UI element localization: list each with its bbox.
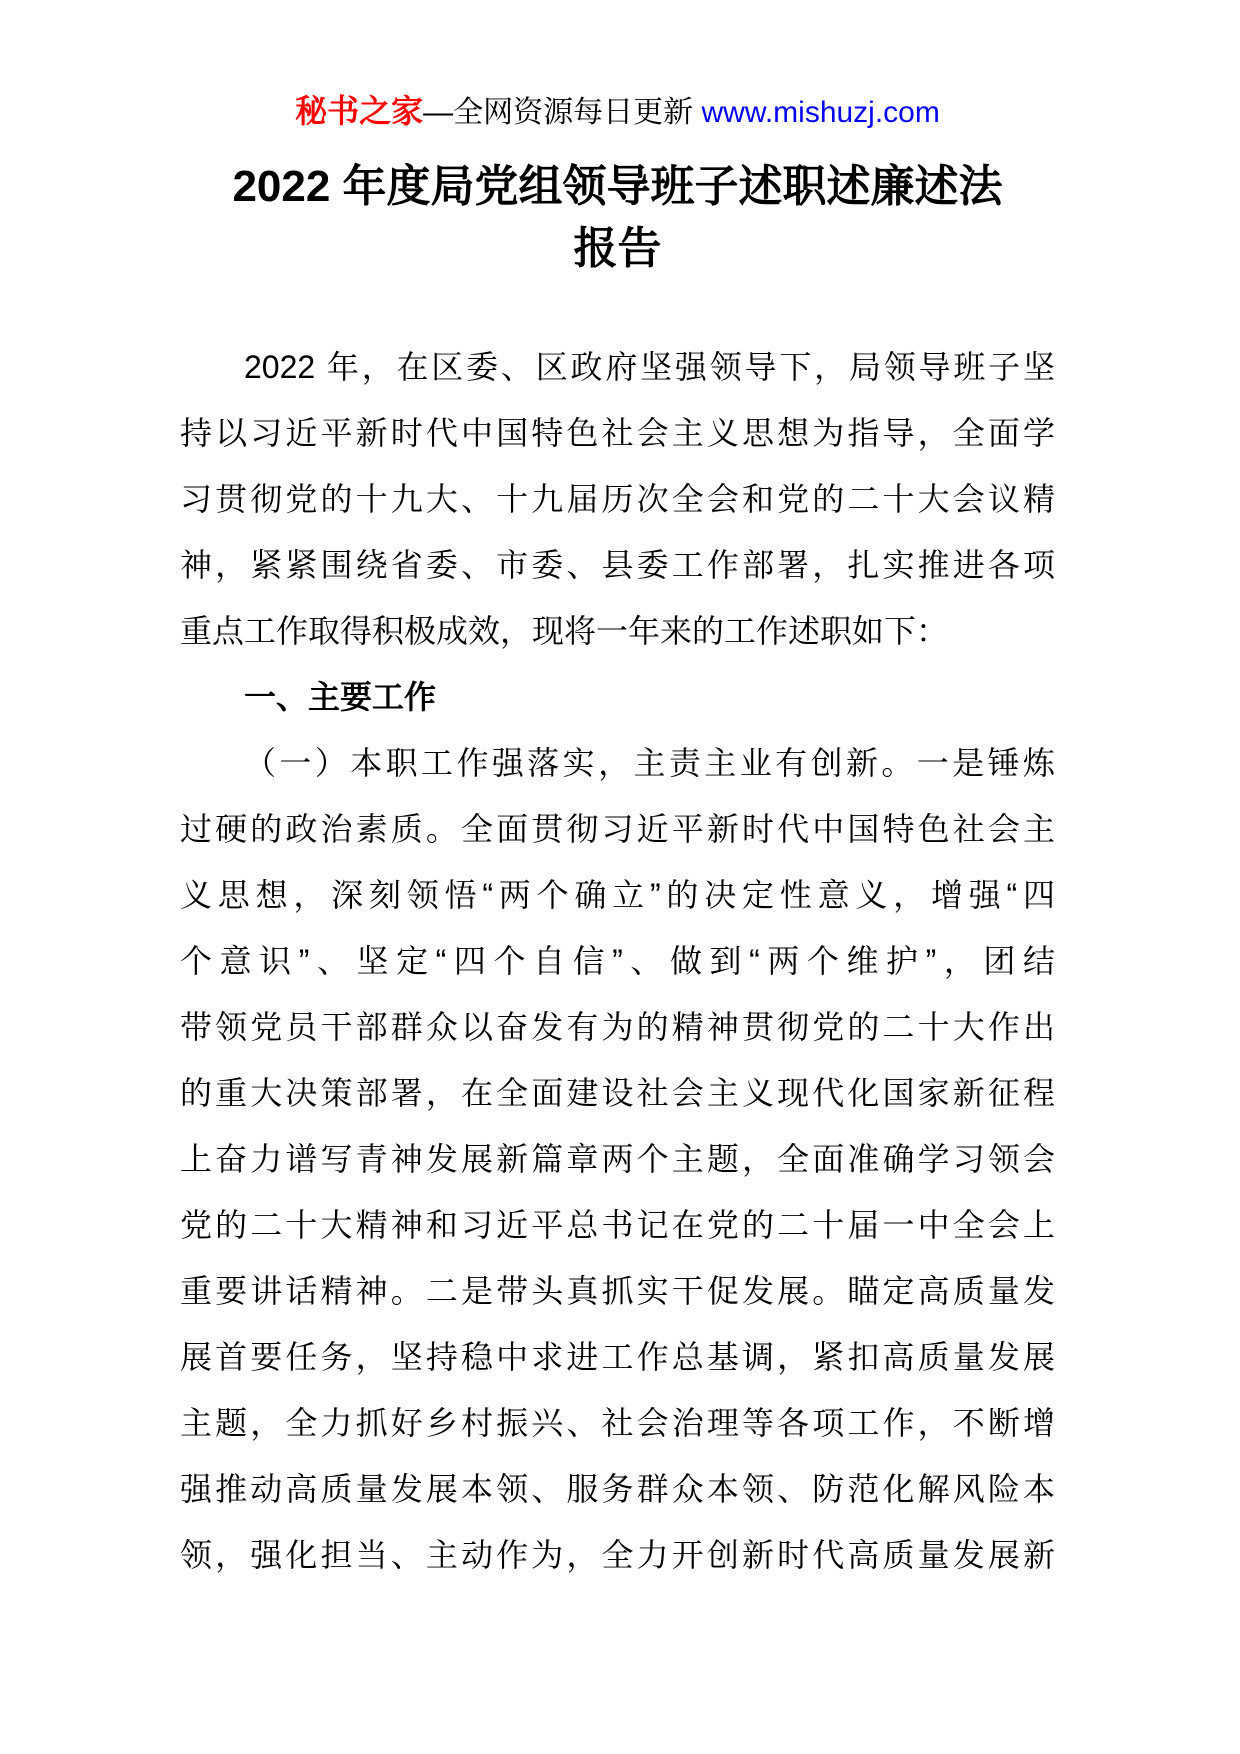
- document-title: [180, 156, 1055, 280]
- body-line: 持以习近平新时代中国特色社会主义思想为指导，全面学: [180, 415, 1055, 451]
- body-line: 重点工作取得积极成效，现将一年来的工作述职如下：: [180, 613, 949, 649]
- document-body: [180, 334, 1055, 1588]
- body-line: 个意识”、坚定“四个自信”、做到“两个维护”，团结: [180, 943, 1055, 979]
- body-line: 过硬的政治素质。全面贯彻习近平新时代中国特色社会主: [180, 811, 1055, 847]
- site-header: [180, 0, 1055, 132]
- document-title-line2: 报告: [573, 224, 662, 273]
- body-line: 重要讲话精神。二是带头真抓实干促发展。瞄定高质量发: [180, 1273, 1055, 1309]
- body-line: 主题，全力抓好乡村振兴、社会治理等各项工作，不断增: [180, 1405, 1055, 1441]
- document-title-line1: 2022 年度局党组领导班子述职述廉述法: [232, 162, 1003, 211]
- body-line: 展首要任务，坚持稳中求进工作总基调，紧扣高质量发展: [180, 1339, 1055, 1375]
- body-line: 义思想，深刻领悟“两个确立”的决定性意义，增强“四: [180, 877, 1055, 913]
- site-tagline: —全网资源每日更新: [423, 96, 702, 129]
- body-line: 上奋力谱写青神发展新篇章两个主题，全面准确学习领会: [180, 1141, 1055, 1177]
- section-heading: 一、主要工作: [244, 679, 437, 715]
- site-brand: 秘书之家: [295, 93, 424, 129]
- body-line: 带领党员干部群众以奋发有为的精神贯彻党的二十大作出: [180, 1009, 1055, 1045]
- body-line: 的重大决策部署，在全面建设社会主义现代化国家新征程: [180, 1075, 1055, 1111]
- body-line: 党的二十大精神和习近平总书记在党的二十届一中全会上: [180, 1207, 1055, 1243]
- site-url-link[interactable]: www.mishuzj.com: [701, 96, 940, 129]
- body-line: 2022 年，在区委、区政府坚强领导下，局领导班子坚: [244, 349, 1055, 385]
- body-line: 神，紧紧围绕省委、市委、县委工作部署，扎实推进各项: [180, 547, 1055, 583]
- body-line: 习贯彻党的十九大、十九届历次全会和党的二十大会议精: [180, 481, 1055, 517]
- body-line: 领，强化担当、主动作为，全力开创新时代高质量发展新: [180, 1537, 1055, 1573]
- body-line: 强推动高质量发展本领、服务群众本领、防范化解风险本: [180, 1471, 1055, 1507]
- document-content: [180, 0, 1055, 1588]
- body-line: （一）本职工作强落实，主责主业有创新。一是锤炼: [244, 745, 1055, 781]
